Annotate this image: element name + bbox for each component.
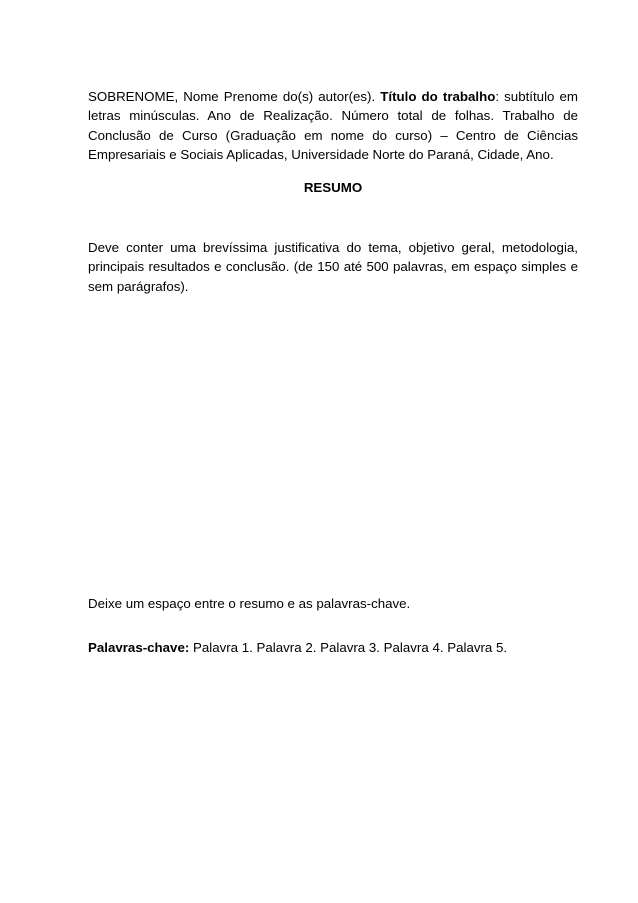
keywords-values: Palavra 1. Palavra 2. Palavra 3. Palavra 4. Palavra 5. xyxy=(189,640,508,655)
reference-details: : subtítulo em letras minúsculas. Ano de Realização. Número total de folhas. Trabalho de Conclusão de Curso (Graduação em nome do curso) – Centro de Ciências Empresariais e Sociais Aplicadas, Universidade Norte do Paraná, Cidade, Ano. xyxy=(88,89,578,162)
keywords-label: Palavras-chave: xyxy=(88,640,190,655)
spacing-instruction: Deixe um espaço entre o resumo e as palavras-chave. xyxy=(88,596,411,611)
reference-authors: SOBRENOME, Nome Prenome do(s) autor(es). xyxy=(88,89,381,104)
abstract-text: Deve conter uma brevíssima justificativa do tema, objetivo geral, metodologia, principais resultados e conclusão. (de 150 até 500 palavras, em espaço simples e sem parágrafos). xyxy=(88,240,578,294)
bibliographic-reference xyxy=(88,87,578,164)
abstract-heading: RESUMO xyxy=(303,180,363,195)
keywords-line xyxy=(88,638,578,657)
reference-title: Título do trabalho xyxy=(380,89,496,104)
